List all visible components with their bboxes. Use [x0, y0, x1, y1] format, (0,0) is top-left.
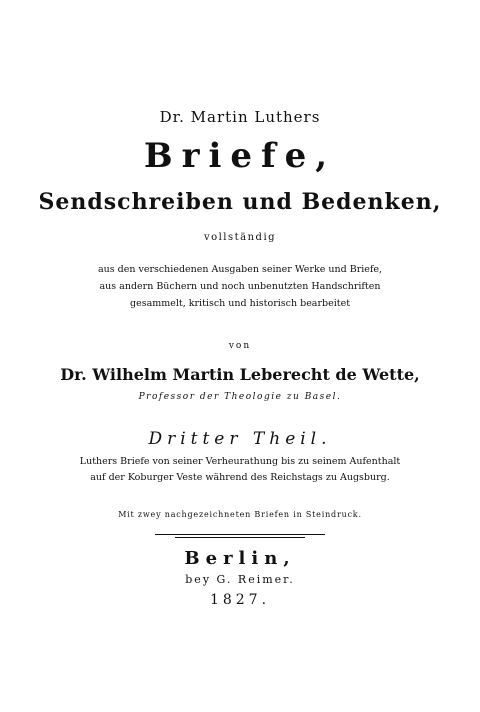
divider-rule [155, 534, 325, 535]
plates-note: Mit zwey nachgezeichneten Briefen in Steindruck. [118, 510, 362, 519]
main-title: Briefe, [143, 136, 337, 176]
sources-line-3: gesammelt, kritisch und historisch bearbeitet [129, 298, 351, 309]
editor-name: Dr. Wilhelm Martin Leberecht de Wette, [60, 365, 420, 384]
volume-description-line-2: auf der Koburger Veste während des Reichstags zu Augsburg. [90, 472, 390, 483]
sources-line-1: aus den verschiedenen Ausgaben seiner Werke und Briefe, [97, 264, 383, 275]
editor-title: Professor der Theologie zu Basel. [138, 392, 342, 402]
imprint-publisher: bey G. Reimer. [185, 573, 295, 586]
author-line: Dr. Martin Luthers [159, 108, 321, 126]
sources-line-2: aus andern Büchern und noch unbenutzten Handschriften [99, 281, 381, 292]
by-label: von [228, 341, 252, 351]
imprint-city: Berlin, [184, 548, 296, 569]
subtitle: Sendschreiben und Bedenken, [38, 189, 442, 215]
imprint-year: 1827. [209, 592, 271, 608]
volume-description-line-1: Luthers Briefe von seiner Verheurathung bis zu seinem Aufenthalt [79, 456, 401, 467]
volume-label: Dritter Theil. [148, 429, 332, 449]
completeness-note: vollständig [203, 232, 277, 243]
